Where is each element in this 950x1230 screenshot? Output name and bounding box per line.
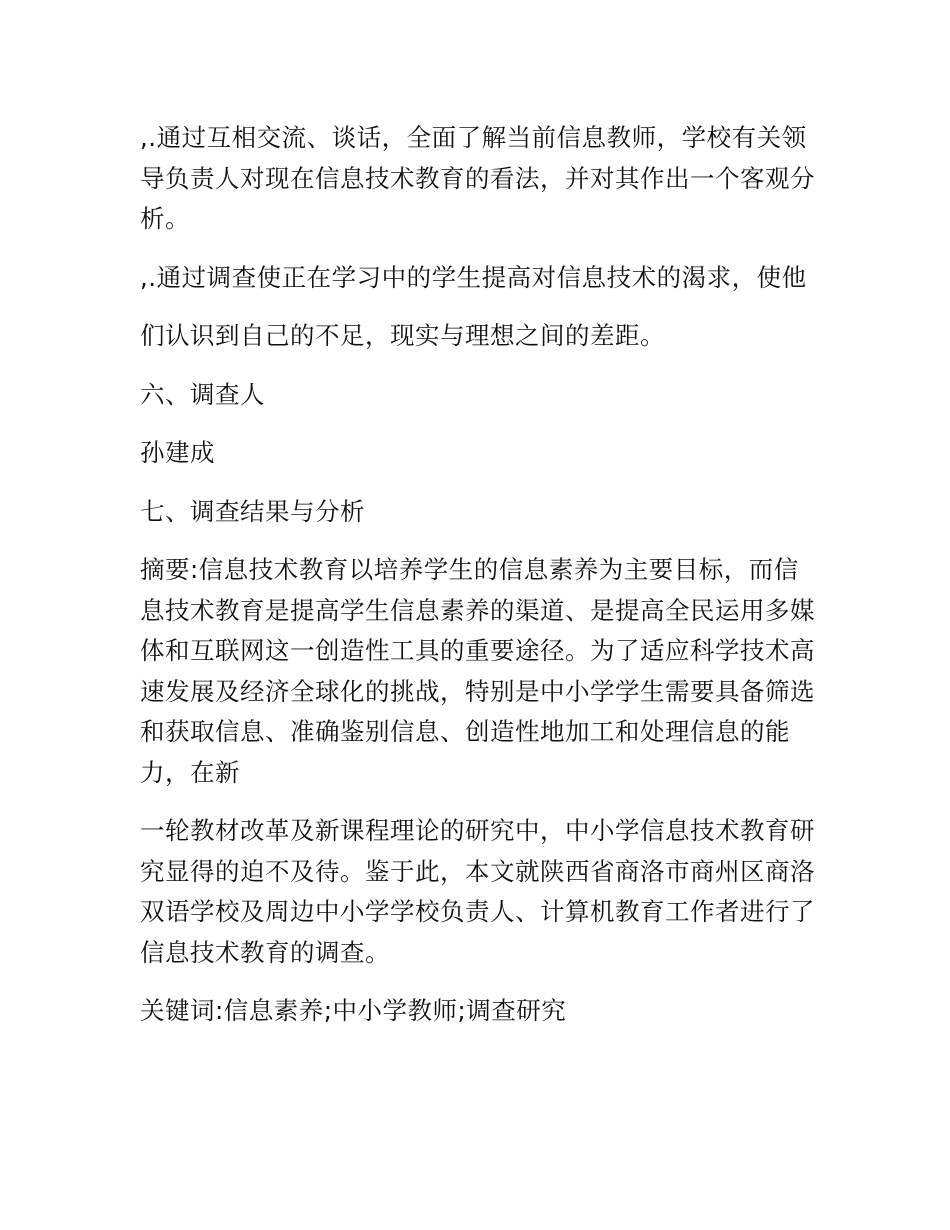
paragraph-exchange-talks: ,.通过互相交流、谈话，全面了解当前信息教师，学校有关领导负责人对现在信息技术教育的看法，并对其作出一个客观分析。 xyxy=(140,123,815,233)
abstract-paragraph: 摘要:信息技术教育以培养学生的信息素养为主要目标，而信息技术教育是提高学生信息素养的渠道、是提高全民运用多媒体和互联网这一创造性工具的重要途径。为了适应科学技术高速发展及经济全球化的挑战，特别是中小学学生需要具备筛选和获取信息、准确鉴别信息、创造性地加工和处理信息的能力，在新 xyxy=(140,555,815,787)
section-heading-investigator: 六、调查人 xyxy=(140,379,265,409)
abstract-continuation: 一轮教材改革及新课程理论的研究中，中小学信息技术教育研究显得的迫不及待。鉴于此，本文就陕西省商洛市商州区商洛双语学校及周边中小学学校负责人、计算机教育工作者进行了信息技术教育的调查。 xyxy=(140,816,815,967)
keywords: 关键词:信息素养;中小学教师;调查研究 xyxy=(140,996,567,1025)
paragraph-awareness: 们认识到自己的不足，现实与理想之间的差距。 xyxy=(140,321,665,350)
section-heading-results: 七、调查结果与分析 xyxy=(140,496,365,526)
investigator-name: 孙建成 xyxy=(140,438,215,467)
paragraph-survey-students: ,.通过调查使正在学习中的学生提高对信息技术的渴求，使他 xyxy=(140,262,807,292)
document-body xyxy=(140,118,820,1050)
